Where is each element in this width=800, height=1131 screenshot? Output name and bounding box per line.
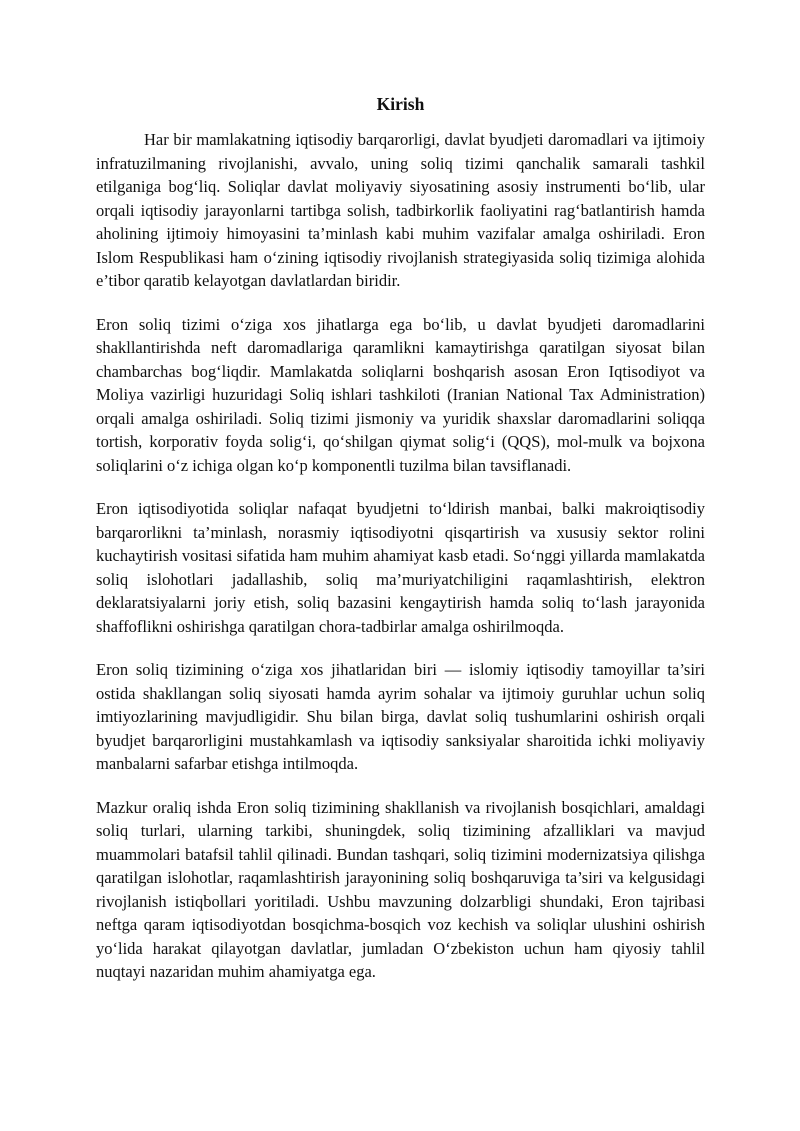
section-title: Kirish bbox=[376, 94, 425, 114]
document-page bbox=[96, 92, 705, 1004]
paragraph-tax-system: Eron soliq tizimi o‘ziga xos jihatlarga ega bo‘lib, u davlat byudjeti daromadlarini shakllantirishda neft daromadlariga qaramlikni kamaytirishga qaratilgan siyosat bilan chambarchas bog‘liqdir. Mamlakatda soliqlarni boshqarish asosan Eron Iqtisodiyot va Moliya vazirligi huzuridagi Soliq ishlari tashkiloti (Iranian National Tax Administration) orqali amalga oshiriladi. Soliq tizimi jismoniy va yuridik shaxslar daromadlarini soliqqa tortish, korporativ foyda solig‘i, qo‘shilgan qiymat solig‘i (QQS), mol-mulk va bojxona soliqlarini o‘z ichiga olgan ko‘p komponentli tuzilma bilan tavsiflanadi. bbox=[96, 314, 705, 475]
paragraph-islamic-principles: Eron soliq tizimining o‘ziga xos jihatlaridan biri — islomiy iqtisodiy tamoyillar ta’siri ostida shakllangan soliq siyosati hamda ayrim sohalar va ijtimoiy guruhlar uchun soliq imtiyozlarining mavjudligidir. Shu bilan birga, davlat soliq tushumlarini oshirish orqali byudjet barqarorligini mustahkamlash va iqtisodiy sanksiyalar sharoitida ichki moliyaviy manbalarni safarbar etishga intilmoqda. bbox=[96, 660, 705, 773]
paragraph-economy-role: Eron iqtisodiyotida soliqlar nafaqat byudjetni to‘ldirish manbai, balki makroiqtisodiy barqarorlikni ta’minlash, norasmiy iqtisodiyotni qisqartirish va xususiy sektor rolini kuchaytirish vositasi sifatida ham muhim ahamiyat kasb etadi. So‘nggi yillarda mamlakatda soliq islohotlari jadallashib, soliq ma’muriyatchiligini raqamlashtirish, elektron deklaratsiyalarni joriy etish, soliq bazasini kengaytirish hamda soliq to‘lash jarayonida shaffoflikni oshirishga qaratilgan chora-tadbirlar amalga oshirilmoqda. bbox=[96, 499, 705, 636]
paragraph-intro: Har bir mamlakatning iqtisodiy barqarorligi, davlat byudjeti daromadlari va ijtimoiy infratuzilmaning rivojlanishi, avvalo, uning soliq tizimi qanchalik samarali tashkil etilganiga bog‘liq. Soliqlar davlat moliyaviy siyosatining asosiy instrumenti bo‘lib, ular orqali iqtisodiy jarayonlarni tartibga solish, tadbirkorlik faoliyatini rag‘batlantirish hamda aholining ijtimoiy himoyasini ta’minlash kabi muhim vazifalar amalga oshiriladi. Eron Islom Respublikasi ham o‘zining iqtisodiy rivojlanish strategiyasida soliq tizimiga alohida e’tibor qaratib kelayotgan davlatlardan biridir. bbox=[96, 130, 705, 290]
paragraph-work-scope: Mazkur oraliq ishda Eron soliq tizimining shakllanish va rivojlanish bosqichlari, amaldagi soliq turlari, ularning tarkibi, shuningdek, soliq tizimining afzalliklari va mavjud muammolari batafsil tahlil qilinadi. Bundan tashqari, soliq tizimini modernizatsiya qilishga qaratilgan islohotlar, raqamlashtirish jarayonining soliq boshqaruviga ta’siri va kelgusidagi rivojlanish istiqbollari yoritiladi. Ushbu mavzuning dolzarbligi shundaki, Eron tajribasi neftga qaram iqtisodiyotdan bosqichma-bosqich voz kechish va soliqlar ulushini oshirish yo‘lida harakat qilayotgan davlatlar, jumladan O‘zbekiston uchun ham qiyosiy tahlil nuqtayi nazaridan muhim ahamiyatga ega. bbox=[96, 797, 705, 981]
